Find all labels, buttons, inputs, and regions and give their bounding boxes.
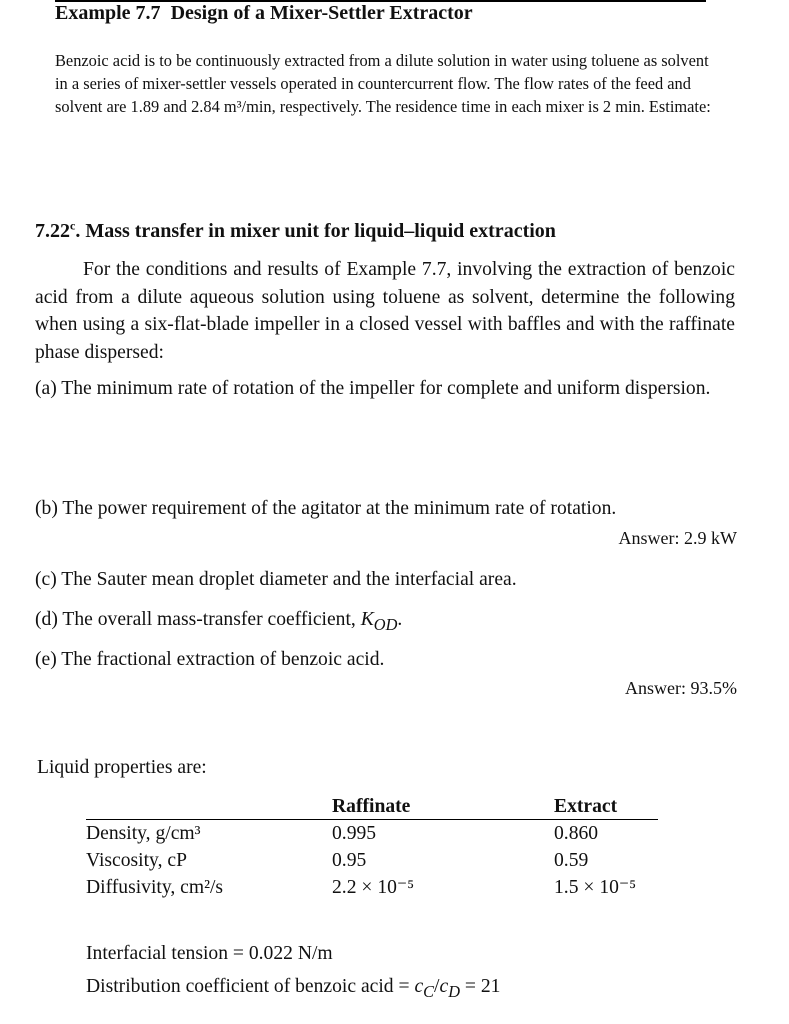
row-label: Density, g/cm³: [86, 823, 201, 844]
raffinate-header: Raffinate: [332, 795, 554, 820]
raffinate-value: 0.995: [332, 823, 377, 844]
example-heading: [55, 2, 473, 25]
problem-intro: [35, 256, 735, 366]
part-b: (b) The power requirement of the agitator at the minimum rate of rotation.: [35, 498, 617, 519]
problem-intro-text: For the conditions and results of Example 7.7, involving the extraction of benzoic acid from a dilute aqueous solution using toluene as solvent, determine the following when using a six-flat-blade impeller in a closed vessel with baffles and with the raffinate phase dispersed:: [35, 259, 735, 363]
part-d-text: (d) The overall mass-transfer coefficient,: [35, 609, 361, 630]
kod-symbol: K: [360, 609, 374, 630]
distribution-value: = 21: [464, 976, 501, 997]
properties-table: [86, 795, 658, 901]
extract-header: Extract: [554, 795, 658, 820]
example-title: Design of a Mixer-Settler Extractor: [170, 2, 473, 24]
answer-b: Answer: 2.9 kW: [618, 528, 737, 548]
row-label: Diffusivity, cm²/s: [86, 877, 224, 898]
problem-number: 7.22: [35, 220, 70, 242]
part-e: (e) The fractional extraction of benzoic acid.: [35, 649, 385, 670]
part-c: (c) The Sauter mean droplet diameter and the interfacial area.: [35, 569, 517, 590]
extract-value: 0.860: [554, 823, 599, 844]
problem-title: Mass transfer in mixer unit for liquid–liquid extraction: [85, 220, 556, 242]
part-d: (d) The overall mass-transfer coefficient, $K_{OD}$.: [35, 609, 403, 634]
interfacial-tension: Interfacial tension = 0.022 N/m: [86, 943, 333, 964]
distribution-label: Distribution coefficient of benzoic acid =: [86, 976, 415, 997]
blank-header: [86, 795, 332, 820]
kod-subscript: OD: [373, 614, 398, 634]
table-row: [86, 820, 658, 848]
example-number: Example 7.7: [55, 2, 161, 24]
raffinate-value: 2.2 × 10⁻⁵: [332, 877, 415, 898]
raffinate-value: 0.95: [332, 850, 367, 871]
extract-value: 1.5 × 10⁻⁵: [554, 877, 637, 898]
example-body: Benzoic acid is to be continuously extracted from a dilute solution in water using toluene as solvent in a series of mixer-settler vessels operated in countercurrent flow. The flow rates of the feed and solvent are 1.89 and 2.84 m³/min, respectively. The residence time in each mixer is 2 min. Estimate:: [55, 51, 711, 116]
difficulty-superscript: c: [70, 218, 76, 233]
table-row: [86, 874, 658, 901]
table-row: [86, 847, 658, 874]
properties-heading: Liquid properties are:: [37, 757, 207, 778]
row-label: Viscosity, cP: [86, 850, 187, 871]
answer-e: Answer: 93.5%: [625, 678, 737, 698]
extract-value: 0.59: [554, 850, 589, 871]
part-a: (a) The minimum rate of rotation of the impeller for complete and uniform dispersion.: [35, 378, 711, 399]
problem-heading: 7.22$^c$. Mass transfer in mixer unit for liquid–liquid extraction: [35, 218, 556, 242]
distribution-coefficient: Distribution coefficient of benzoic acid = $c_C/c_D = 21$: [86, 976, 501, 1001]
